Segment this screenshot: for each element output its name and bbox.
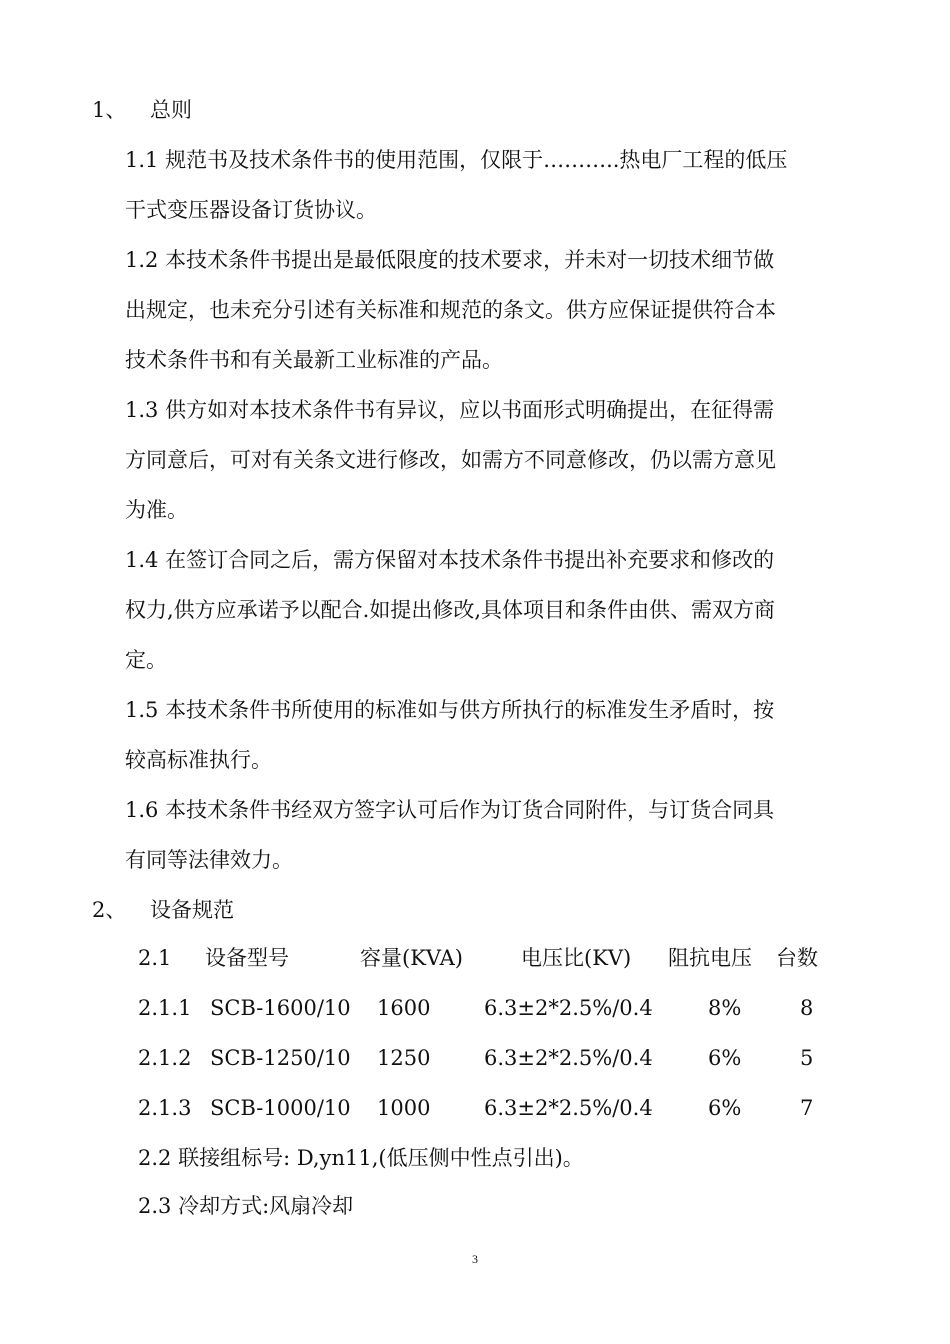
paragraph-1-3-line-3: 为准。 — [125, 498, 188, 522]
section-1-number: 1、 — [92, 98, 127, 122]
note-2-3: 2.3 冷却方式:风扇冷却 — [138, 1194, 354, 1218]
header-model: 设备型号 — [205, 946, 289, 970]
paragraph-1-5-line-2: 较高标准执行。 — [125, 748, 272, 772]
row-capacity: 1000 — [377, 1096, 431, 1120]
row-item-number: 2.1.1 — [138, 996, 192, 1020]
header-voltage-ratio: 电压比(KV) — [521, 946, 632, 970]
row-model: SCB-1000/10 — [210, 1096, 351, 1120]
paragraph-1-3-line-1: 1.3 供方如对本技术条件书有异议，应以书面形式明确提出，在征得需 — [125, 398, 775, 422]
paragraph-1-1-line-2: 干式变压器设备订货协议。 — [125, 198, 377, 222]
header-quantity: 台数 — [776, 946, 818, 970]
row-impedance-voltage: 6% — [708, 1096, 742, 1120]
page-number: 3 — [472, 1252, 478, 1266]
row-model: SCB-1250/10 — [210, 1046, 351, 1070]
row-voltage-ratio: 6.3±2*2.5%/0.4 — [484, 1046, 653, 1070]
paragraph-1-4-line-1: 1.4 在签订合同之后，需方保留对本技术条件书提出补充要求和修改的 — [125, 548, 775, 572]
row-voltage-ratio: 6.3±2*2.5%/0.4 — [484, 1096, 653, 1120]
paragraph-1-5-line-1: 1.5 本技术条件书所使用的标准如与供方所执行的标准发生矛盾时，按 — [125, 698, 775, 722]
row-impedance-voltage: 6% — [708, 1046, 742, 1070]
paragraph-1-2-line-1: 1.2 本技术条件书提出是最低限度的技术要求，并未对一切技术细节做 — [125, 248, 775, 272]
paragraph-1-2-line-2: 出规定，也未充分引述有关标准和规范的条文。供方应保证提供符合本 — [125, 298, 776, 322]
section-2-number: 2、 — [92, 898, 127, 922]
header-capacity: 容量(KVA) — [360, 946, 463, 970]
row-item-number: 2.1.3 — [138, 1096, 192, 1120]
paragraph-1-4-line-2: 权力,供方应承诺予以配合.如提出修改,具体项目和条件由供、需双方商 — [125, 598, 776, 622]
row-impedance-voltage: 8% — [708, 996, 742, 1020]
row-quantity: 8 — [800, 996, 814, 1020]
paragraph-1-4-line-3: 定。 — [125, 648, 167, 672]
section-1-title: 总则 — [150, 98, 192, 122]
row-item-number: 2.1.2 — [138, 1046, 192, 1070]
paragraph-1-3-line-2: 方同意后，可对有关条文进行修改，如需方不同意修改，仍以需方意见 — [125, 448, 776, 472]
row-model: SCB-1600/10 — [210, 996, 351, 1020]
header-impedance-voltage: 阻抗电压 — [668, 946, 752, 970]
paragraph-1-1-line-1: 1.1 规范书及技术条件书的使用范围，仅限于………..热电厂工程的低压 — [125, 148, 788, 172]
note-2-2: 2.2 联接组标号: D,yn11,(低压侧中性点引出)。 — [138, 1146, 584, 1170]
header-item-number: 2.1 — [138, 946, 172, 970]
paragraph-1-6-line-2: 有同等法律效力。 — [125, 848, 293, 872]
row-voltage-ratio: 6.3±2*2.5%/0.4 — [484, 996, 653, 1020]
paragraph-1-2-line-3: 技术条件书和有关最新工业标准的产品。 — [125, 348, 503, 372]
row-capacity: 1600 — [377, 996, 431, 1020]
row-quantity: 5 — [800, 1046, 814, 1070]
section-2-title: 设备规范 — [150, 898, 234, 922]
row-capacity: 1250 — [377, 1046, 431, 1070]
paragraph-1-6-line-1: 1.6 本技术条件书经双方签字认可后作为订货合同附件，与订货合同具 — [125, 798, 775, 822]
row-quantity: 7 — [800, 1096, 814, 1120]
